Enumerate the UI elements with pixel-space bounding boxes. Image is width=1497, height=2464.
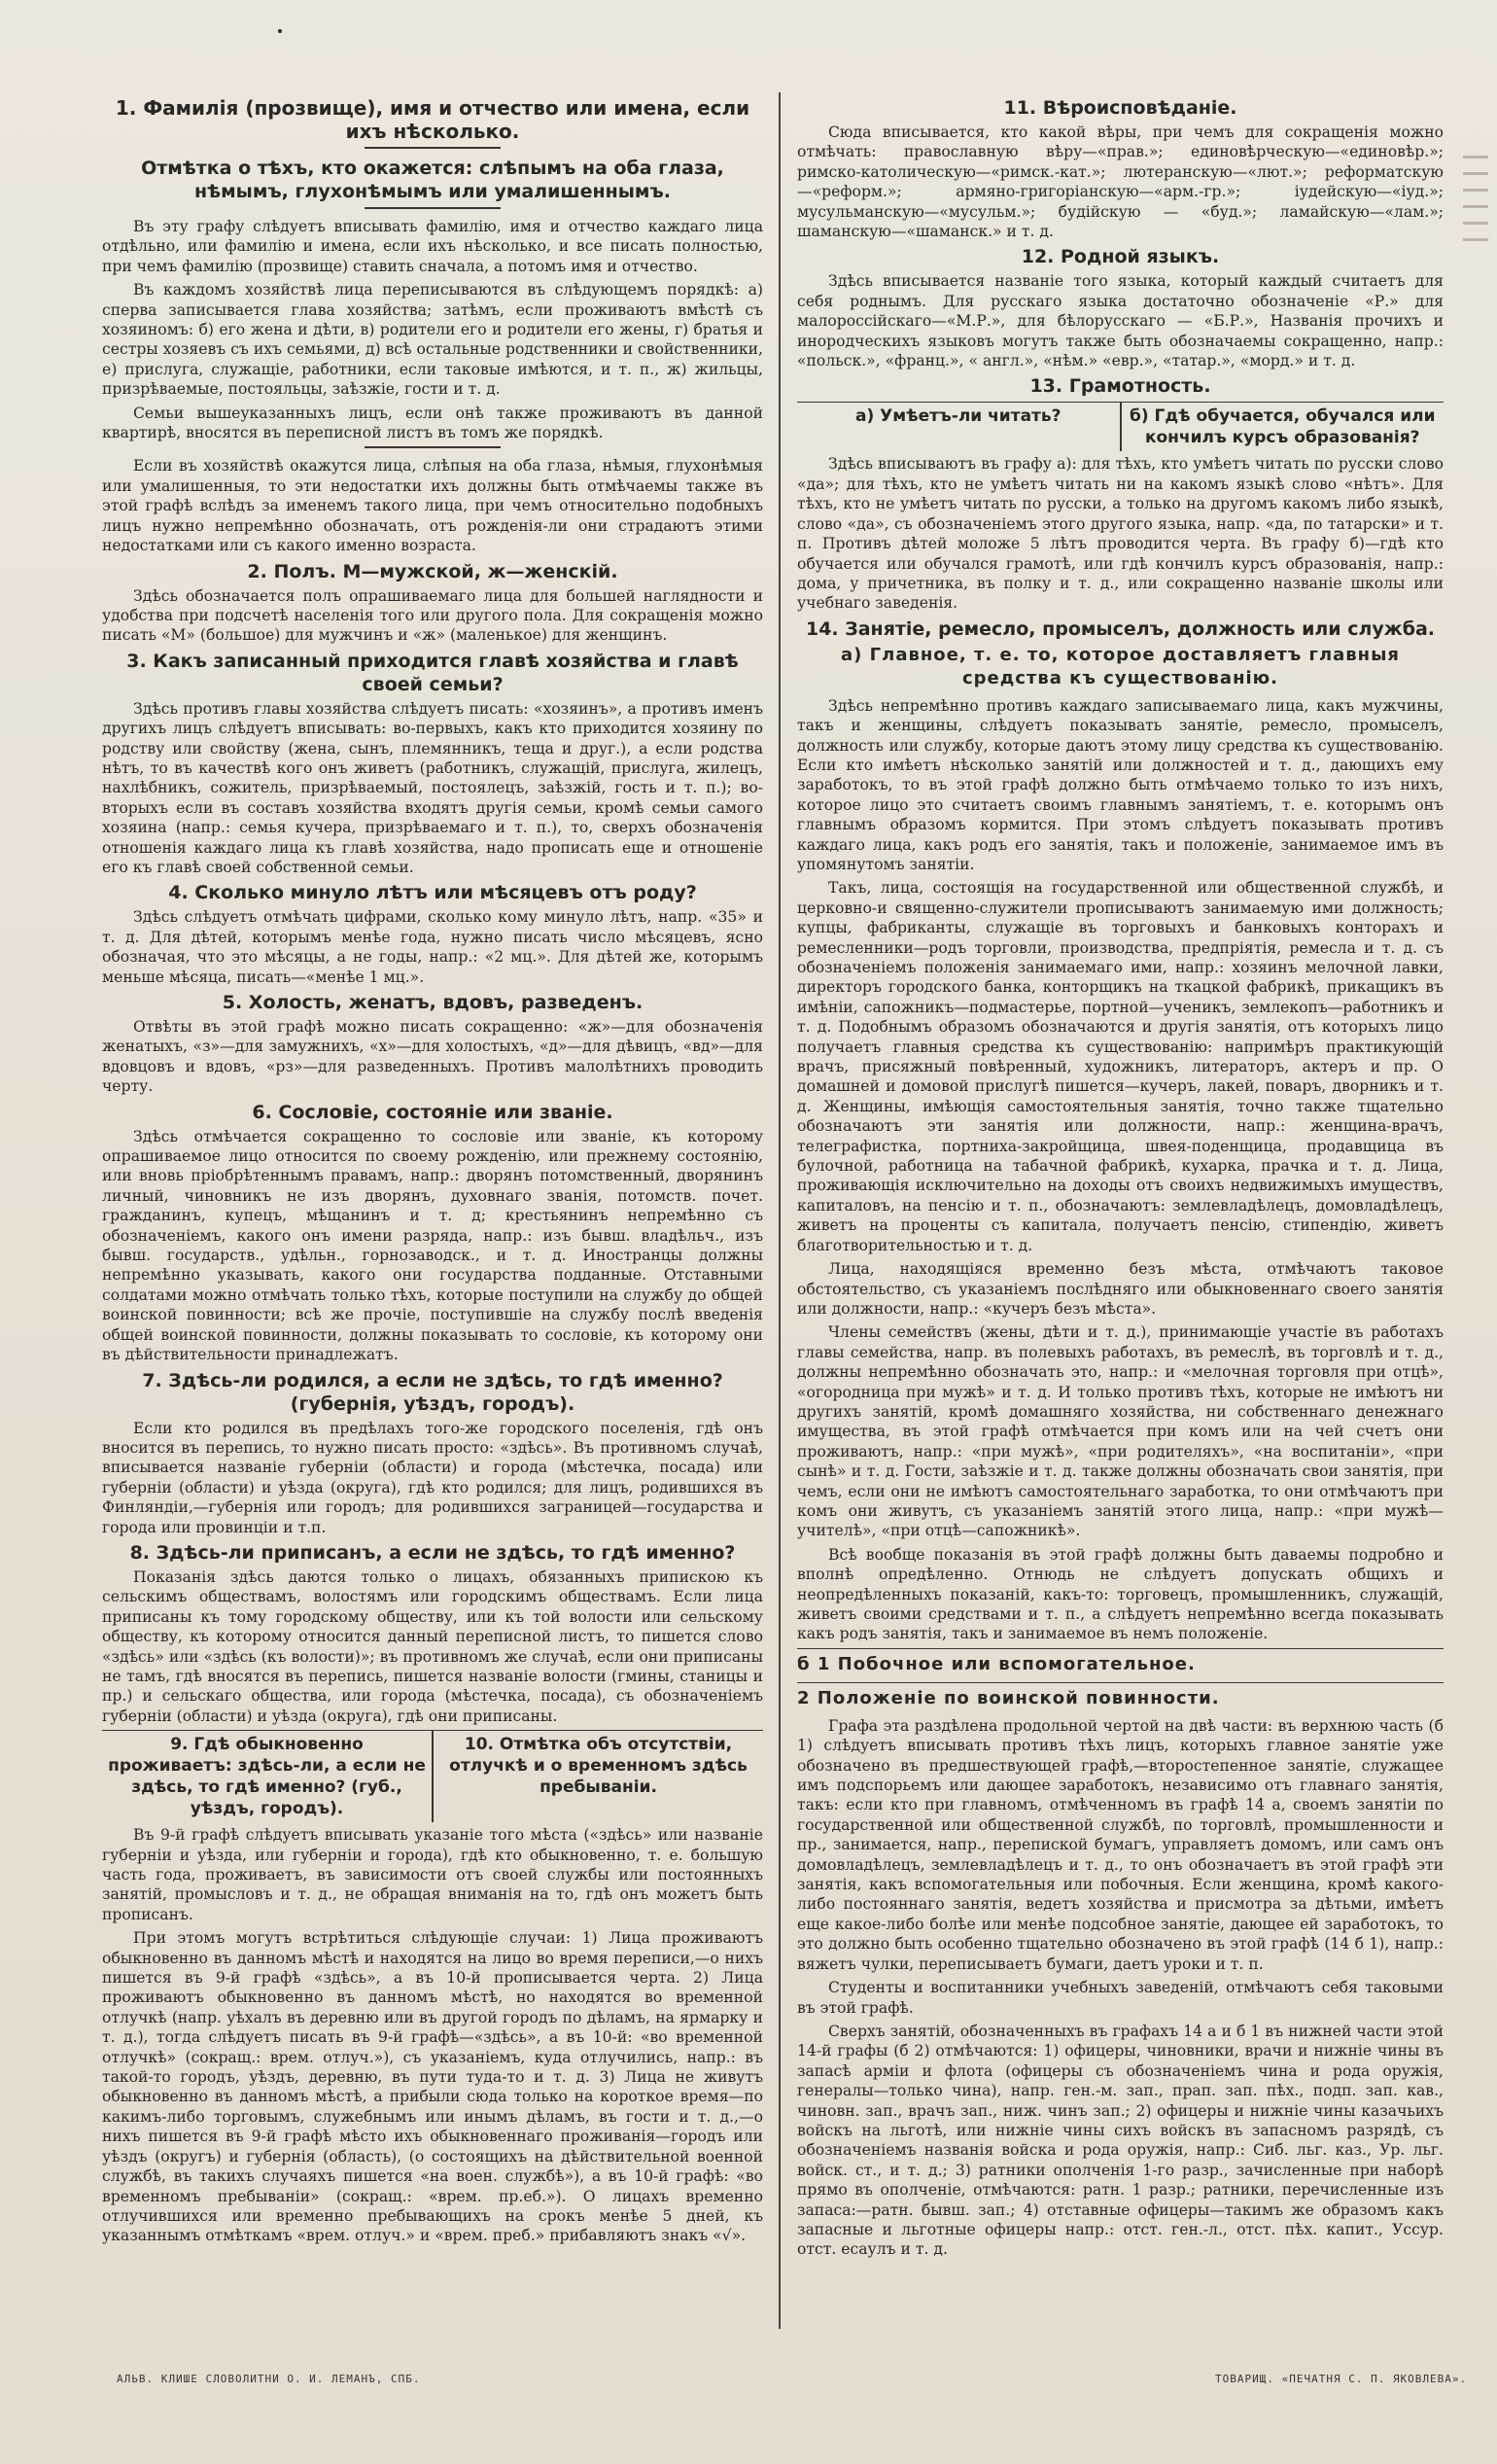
section-1-paragraph: Въ эту графу слѣдуетъ вписывать фамилію, имя и отчество каждаго лица отдѣльно, или фамилію и имена, если ихъ нѣсколько, и все писать полностью, при чемъ фамилію (прозвище) ставить сначала, а потомъ имя и отчество. [102,218,763,275]
section-9-paragraph: При этомъ могутъ встрѣтиться слѣдующіе случаи: 1) Лица проживаютъ обыкновенно въ данномъ мѣстѣ и находятся на лицо во время переписи,—о нихъ пишется въ 9-й графѣ «здѣсь», а въ 10-й прописывается черта. 2) Лица проживаютъ обыкновенно въ данномъ мѣстѣ, но находятся во временной отлучкѣ (напр. уѣхалъ въ деревню или въ другой городъ по дѣламъ, на ярмарку и т. д.), тогда слѣдуетъ писать въ 9-й графѣ—«здѣсь», а въ 10-й: «во временной отлучкѣ» (сокращ.: врем. отлуч.»), съ указаніемъ, куда отлучились, напр.: въ такой-то городъ, уѣздъ, деревню, въ пути туда-то и т. д. 3) Лица не живутъ обыкновенно въ данномъ мѣстѣ, а прибыли сюда только на короткое время—по какимъ-либо торговымъ, служебнымъ или инымъ дѣламъ, въ гости и т. д.,—о нихъ пишется въ 9-й графѣ мѣсто ихъ обыкновеннаго проживанія—городъ или уѣздъ (округъ) и губернія (область), (о состоящихъ на дѣйствительной военной службѣ, въ такихъ случаяхъ пишется «на воен. службѣ»), а въ 10-й графѣ: «во временномъ пребываніи» (сокращ.: «врем. пр.еб.»). О лицахъ временно отлучившихся или временно пребывающихъ на срокъ менѣе 5 дней, къ указаннымъ отмѣткамъ «врем. отлуч.» и «врем. преб.» прибавляютъ знакъ «√». [102,1929,763,2245]
section-3-title: 3. Какъ записанный приходится главѣ хозяйства и главѣ своей семьи? [126,650,739,695]
section-2-paragraph: Здѣсь обозначается полъ опрашиваемаго лица для большей наглядности и удобства при подсчетѣ населенія того или другого пола. Для сокращенія можно писать «М» (большое) для мужчинъ и «ж» (маленькое) для женщинъ. [102,586,763,645]
section-14-paragraph: Графа эта раздѣлена продольной чертой на двѣ части: въ верхнюю часть (б 1) слѣдуетъ вписывать противъ тѣхъ лицъ, которыхъ главное занятіе уже обозначено въ предшествующей графѣ,—второстепенное занятіе, служащее имъ подспорьемъ или дающее заработокъ, независимо отъ главнаго занятія, такъ: если кто при главномъ, отмѣченномъ въ графѣ 14 а, своемъ занятіи по государственной или общественной службѣ, по торговлѣ, промышленности и пр., занимается, напр., перепиской бумагъ, управляетъ домомъ, или самъ онъ домовладѣлецъ, землевладѣлецъ и т. д., то онъ обозначаетъ въ этой графѣ эти занятія, какъ вспомогательныя или побочныя. Если женщина, кромѣ какого-либо постояннаго занятія, ведетъ хозяйства и присмотра за дѣтьми, имѣетъ еще какое-либо болѣе или менѣе подсобное занятіе, дающее ей заработокъ, то это должно быть особенно тщательно обозначено въ этой графѣ (14 б 1), напр.: вяжетъ чулки, переписываетъ бумаги, даетъ уроки и т. п. [797,1716,1444,1973]
section-14-paragraph: Лица, находящіяся временно безъ мѣста, отмѣчаютъ таковое обстоятельство, съ указаніемъ послѣдняго или обыкновеннаго своего занятія или должности, напр.: «кучеръ безъ мѣста». [797,1260,1444,1318]
section-14-paragraph: Всѣ вообще показанія въ этой графѣ должны быть даваемы подробно и вполнѣ опредѣленно. Отнюдь не слѣдуетъ допускать общихъ и неопредѣленныхъ показаній, какъ-то: торговецъ, промышленникъ, служащій, живетъ своими средствами и т. п., а слѣдуетъ непремѣнно всегда показывать какъ родъ занятія, такъ и занимаемое въ немъ положеніе. [797,1545,1444,1643]
section-5-paragraph: Отвѣты въ этой графѣ можно писать сокращенно: «ж»—для обозначенія женатыхъ, «з»—для замужнихъ, «х»—для холостыхъ, «д»—для дѣвицъ, «вд»—для вдовцовъ и вдовъ, «рз»—для разведенныхъ. Противъ малолѣтнихъ проводить черту. [102,1018,763,1096]
section-14-paragraph: Члены семействъ (жены, дѣти и т. д.), принимающіе участіе въ работахъ главы семейства, напр. въ полевыхъ работахъ, въ ремеслѣ, въ торговлѣ и т. д., должны непремѣнно обозначать это, напр.: и «мелочная торговля при отцѣ», «огородница при мужѣ» и т. д. И только противъ тѣхъ, которые не имѣютъ ни другихъ занятій, кромѣ домашняго хозяйства, ни собственнаго денежнаго имущества, въ этой графѣ отмѣчается при комъ или на чей счетъ они проживаютъ, напр.: «при мужѣ», «при родителяхъ», «на воспитаніи», «при сынѣ» и т. д. Гости, заѣзжіе и т. д. также должны обозначать свои занятія, при чемъ, если они не имѣютъ самостоятельнаго заработка, то они отмѣчаютъ при комъ они живутъ, съ указаніемъ занятій этого лица, напр.: «при мужѣ—учителѣ», «при отцѣ—сапожникѣ». [797,1323,1444,1540]
sections-9-10-header [102,1730,763,1822]
section-12-title: 12. Родной языкъ. [1021,246,1220,268]
section-8-title: 8. Здѣсь-ли приписанъ, а если не здѣсь, то гдѣ именно? [129,1541,736,1564]
section-1-note-title: Отмѣтка о тѣхъ, кто окажется: слѣпымъ на оба глаза, нѣмымъ, глухонѣмымъ или умалишеннымъ. [141,158,724,202]
section-13a-title: а) Умѣетъ-ли читать? [797,403,1122,451]
section-4-paragraph: Здѣсь слѣдуетъ отмѣчать цифрами, сколько кому минуло лѣтъ, напр. «35» и т. д. Для дѣтей, которымъ менѣе года, нужно писать число мѣсяцевъ, ясно обозначая, что это мѣсяцы, а не годы, напр.: «2 мц.». Для дѣтей же, которымъ меньше мѣсяца, писать—«менѣе 1 мц.». [102,908,763,986]
section-1-paragraph: Въ каждомъ хозяйствѣ лица переписываются въ слѣдующемъ порядкѣ: а) сперва записывается глава хозяйства; затѣмъ, если проживаютъ вмѣстѣ съ хозяиномъ: б) его жена и дѣти, в) родители его и родители его жены, г) братья и сестры хозяевъ съ ихъ семьями, д) всѣ остальные родственники и свойственники, е) прислуга, служащіе, работники, если таковые имѣются, и т. п., ж) жильцы, призрѣваемые, постояльцы, заѣзжіе, гости и т. д. [102,281,763,399]
section-14-paragraph: Такъ, лица, состоящія на государственной или общественной службѣ, и церковно-и священно-служители прописываютъ занимаемую ими должность; купцы, фабриканты, служащіе въ торговыхъ и банковыхъ конторахъ и ремесленники—родъ торговли, производства, предпріятія, ремесла и т. д. съ обозначеніемъ положенія занимаемаго ими, напр.: хозяинъ мелочной лавки, директоръ городского банка, конторщикъ на ткацкой фабрикѣ, прикащикъ въ имѣніи, сапожникъ—подмастерье, портной—ученикъ, землекопъ—работникъ и т. д. Подобнымъ образомъ обозначаются и другія занятія, отъ которыхъ лицо получаетъ главныя средства къ существованію: напримѣръ практикующій врачъ, присяжный повѣренный, художникъ, литераторъ, актеръ и пр. О домашней и домовой прислугѣ пишется—кучеръ, лакей, поваръ, дворникъ и т. д. Женщины, имѣющія самостоятельныя занятія, точно также тщательно обозначаютъ эти занятія или должности, напр.: женщина-врачъ, телеграфистка, портниха-закройщица, швея-поденщица, продавщица въ булочной, работница на табачной фабрикѣ, кухарка, прачка и т. д. Лица, проживающія исключительно на доходы отъ своихъ недвижимыхъ имуществъ, капиталовъ, на пенсію и т. п., обозначаютъ: землевладѣлецъ, домовладѣлецъ, живетъ на проценты съ капитала, получаетъ пенсію, стипендію, живетъ благотворительностью и т. д. [797,879,1444,1254]
title-rule [365,207,501,209]
section-3-paragraph: Здѣсь противъ главы хозяйства слѣдуетъ писать: «хозяинъ», а противъ именъ другихъ лицъ слѣдуетъ вписывать: во-первыхъ, какъ кто приходится хозяину по родству или свойству (жена, сынъ, племянникъ, теща и друг.), а если родства нѣтъ, то въ качествѣ кого онъ живетъ (работникъ, служащій, прислуга, жилецъ, нахлѣбникъ, сожитель, призрѣваемый, постоялецъ, заѣзжій, гость и т. п.); во-вторыхъ если въ составъ хозяйства входятъ другія семьи, кромѣ семьи самого хозяина (напр.: семья кучера, призрѣваемаго и т. п.), то, сверхъ обозначенія отношенія каждаго лица къ главѣ хозяйства, надо прописать еще и отношеніе его къ главѣ своей собственной семьи. [102,699,763,876]
section-1-paragraph: Семьи вышеуказанныхъ лицъ, если онѣ также проживаютъ въ данной квартирѣ, вносятся въ переписной листъ въ томъ же порядкѣ. [102,404,763,442]
section-13-paragraph: Здѣсь вписываютъ въ графу а): для тѣхъ, кто умѣетъ читать по русски слово «да»; для тѣхъ, кто не умѣетъ читать ни на какомъ языкѣ слово «нѣтъ». Для тѣхъ, кто не умѣетъ читать по русски, а только на другомъ какомъ либо языкѣ, слово «да», съ обозначеніемъ этого другого языка, напр. «да, по татарски» и т. п. Противъ дѣтей моложе 5 лѣтъ проводится черта. Въ графу б)—гдѣ кто обучается или обучался грамотѣ, или гдѣ кончилъ курсъ образованія, напр.: дома, у причетника, въ полку и т. д., или сокращенно названіе школы или учебнаго заведенія. [797,455,1444,613]
section-1-paragraph: Если въ хозяйствѣ окажутся лица, слѣпыя на оба глаза, нѣмыя, глухонѣмыя или умалишенныя, то эти недостатки ихъ должны быть отмѣчаемы также въ этой графѣ вслѣдъ за именемъ такого лица, при чемъ относительно подобныхъ лицъ нужно непремѣнно обозначать, отъ рожденія-ли они страдаютъ этими недостатками или съ какого именно возраста. [102,457,763,555]
section-14b-rule [797,1682,1444,1683]
section-6-paragraph: Здѣсь отмѣчается сокращенно то сословіе или званіе, къ которому опрашиваемое лицо относится по своему рожденію, или прежнему состоянію, или вновь пріобрѣтеннымъ правамъ, напр.: дворянъ потомственный, дворянинъ личный, чиновникъ не изъ дворянъ, духовнаго званія, потомств. почет. гражданинъ, купецъ, мѣщанинъ и т. д; крестьянинъ непремѣнно съ обозначеніемъ, какого онъ имени разряда, напр.: изъ бывш. владѣльч., изъ бывш. государств., удѣльн., горнозаводск., и т. д. Иностранцы должны непремѣнно указывать, какого они государства подданные. Отставными солдатами можно отмѣчать только тѣхъ, которые поступили на службу до общей воинской повинности; всѣ же прочіе, поступившіе на службу послѣ введенія общей воинской повинности, должны показывать то сословіе, къ которому они въ дѣйствительности принадлежатъ. [102,1127,763,1364]
section-14-paragraph: Сверхъ занятій, обозначенныхъ въ графахъ 14 а и б 1 въ нижней части этой 14-й графы (б 2) отмѣчаются: 1) офицеры, чиновники, врачи и нижніе чины въ запасѣ арміи и флота (офицеры съ обозначеніемъ чина и рода оружія, генералы—только чина), напр. ген.-м. зап., прап. зап. пѣх., подп. зап. кав., чиновн. зап., врачъ зап., ниж. чинъ зап.; 2) офицеры и нижніе чины казачьихъ войскъ на льготѣ, или нижніе чины сихъ войскъ въ запасномъ разрядѣ, съ обозначеніемъ названія войска и рода оружія, напр.: Сиб. льг. каз., Ур. льг. войск. ст., и т. д.; 3) ратники ополченія 1-го разр., зачисленные при наборѣ прямо въ ополченіе, отмѣчаются: ратн. 1 разр.; ратники, перечисленные изъ запаса:—ратн. бывш. зап.; 4) отставные офицеры—такимъ же образомъ какъ запасные и льготные офицеры напр.: отст. ген.-л., отст. пѣх. капит., Уссур. отст. есаулъ и т. д. [797,2022,1444,2259]
section-2-title: 2. Полъ. М—мужской, ж—женскій. [247,560,618,582]
section-14b1-title: б 1 Побочное или вспомогательное. [797,1653,1196,1674]
section-14-title: 14. Занятіе, ремесло, промыселъ, должность или служба. [805,617,1436,640]
section-13-title: 13. Грамотность. [1029,375,1211,398]
section-1-title: 1. Фамилія (прозвище), имя и отчество или имена, если ихъ нѣсколько. [115,96,750,143]
section-6-title: 6. Сословіе, состояніе или званіе. [252,1101,613,1123]
section-11-paragraph: Сюда вписывается, кто какой вѣры, при чемъ для сокращенія можно отмѣчать: православную вѣру—«прав.»; единовѣрческую—«единовѣр.»; римско-католическую—«римск.-кат.»; лютеранскую—«лют.»; реформатскую—«реформ.»; армяно-григоріанскую—«арм.-гр.»; іудейскую—«іуд.»; мусульманскую—«мусульм.»; будійскую — «буд.»; ламайскую—«лам.»; шаманскую—«шаманск.» и т. д. [797,123,1444,241]
title-rule [365,147,501,149]
right-column [797,92,1444,2264]
section-14-paragraph: Студенты и воспитанники учебныхъ заведеній, отмѣчаютъ себя таковыми въ этой графѣ. [797,1979,1444,2017]
section-5-title: 5. Холость, женатъ, вдовъ, разведенъ. [222,992,644,1013]
margin-bleed-marks [1463,156,1492,545]
column-divider [779,92,781,2329]
section-14a-title: а) Главное, т. е. то, которое доставляетъ главныя средства къ существованію. [841,644,1400,688]
section-14b2-title: 2 Положеніе по воинской повинности. [797,1687,1220,1708]
section-8-paragraph: Показанія здѣсь даются только о лицахъ, обязанныхъ припискою къ сельскимъ обществамъ, волостямъ или городскимъ обществамъ. Если лица приписаны къ тому городскому обществу, или къ той волости или сельскому обществу, къ которому относится данный переписной листъ, то пишется слово «здѣсь» или «здѣсь (къ волости)»; въ противномъ же случаѣ, если они приписаны не тамъ, гдѣ вносятся въ перепись, пишется названіе волости (гмины, станицы и пр.) и сельскаго общества, или города (мѣстечка, посада), съ обозначеніемъ губерніи (области) и уѣзда (округа), гдѣ они приписаны. [102,1567,763,1725]
section-7-title: 7. Здѣсь-ли родился, а если не здѣсь, то гдѣ именно? (губернія, уѣздъ, городъ). [142,1369,723,1415]
printer-credit-left: АЛЬВ. КЛИШЕ СЛОВОЛИТНИ О. И. ЛЕМАНЪ, СПБ. [117,2373,421,2385]
title-rule [365,446,501,448]
left-column [102,92,763,2250]
section-13b-title: б) Гдѣ обучается, обучался или кончилъ курсъ образованія? [1130,406,1436,448]
section-13-subheader [797,402,1444,451]
section-14-paragraph: Здѣсь непремѣнно противъ каждаго записываемаго лица, какъ мужчины, такъ и женщины, слѣдуетъ показывать занятіе, ремесло, промыселъ, должность или службу, которые даютъ этому лицу средства къ существованію. Если кто имѣетъ нѣсколько занятій или должностей и т. д., дающихъ ему заработокъ, то въ этой графѣ должно быть отмѣчаемо только то изъ нихъ, которое лицо это считаетъ своимъ главнымъ занятіемъ, т. е. которымъ онъ главнымъ образомъ кормится. При этомъ слѣдуетъ показывать противъ каждаго лица, какъ родъ его занятія, такъ и положеніе, занимаемое имъ въ упомянутомъ занятіи. [797,696,1444,873]
section-10-title: 10. Отмѣтка объ отсутствіи, отлучкѣ и о временномъ здѣсь пребываніи. [449,1735,748,1798]
section-9-title: 9. Гдѣ обыкновенно проживаетъ: здѣсь-ли, а если не здѣсь, то гдѣ именно? (губ., уѣздъ, городъ). [102,1731,434,1822]
ink-speck [278,29,282,33]
printer-credit-right: ТОВАРИЩ. «ПЕЧАТНЯ С. П. ЯКОВЛЕВА». [1215,2373,1468,2385]
section-12-paragraph: Здѣсь вписывается названіе того языка, который каждый считаетъ для себя роднымъ. Для русскаго языка достаточно обозначеніе «Р.» для малороссійскаго—«М.Р.», для бѣлорусскаго — «Б.Р.», Названія прочихъ и инородческихъ языковъ могутъ также быть обозначаемы сокращенно, напр.: «польск.», «франц.», « англ.», «нѣм.» «евр.», «татар.», «морд.» и т. д. [797,272,1444,370]
section-9-paragraph: Въ 9-й графѣ слѣдуетъ вписывать указаніе того мѣста («здѣсь» или названіе губерніи и уѣзда, или губерніи и города), гдѣ кто обыкновенно, т. е. большую часть года, проживаетъ, въ зависимости отъ своей службы или постоянныхъ занятій, промысловъ и т. д., не обращая вниманія на то, гдѣ онъ можетъ быть прописанъ. [102,1826,763,1923]
section-7-paragraph: Если кто родился въ предѣлахъ того-же городского поселенія, гдѣ онъ вносится въ перепись, то нужно писать просто: «здѣсь». Въ противномъ случаѣ, вписывается названіе губерніи (области) и города (мѣстечка, посада) или губерніи (области) и уѣзда (округа), гдѣ кто родился; для лицъ, родившихся въ Финляндіи,—губернія или городъ; для родившихся заграницей—государства и города или провинціи и т.п. [102,1419,763,1536]
section-4-title: 4. Сколько минуло лѣтъ или мѣсяцевъ отъ роду? [168,882,697,904]
section-14b-rule [797,1648,1444,1649]
section-11-title: 11. Вѣроисповѣданіе. [1003,97,1237,119]
